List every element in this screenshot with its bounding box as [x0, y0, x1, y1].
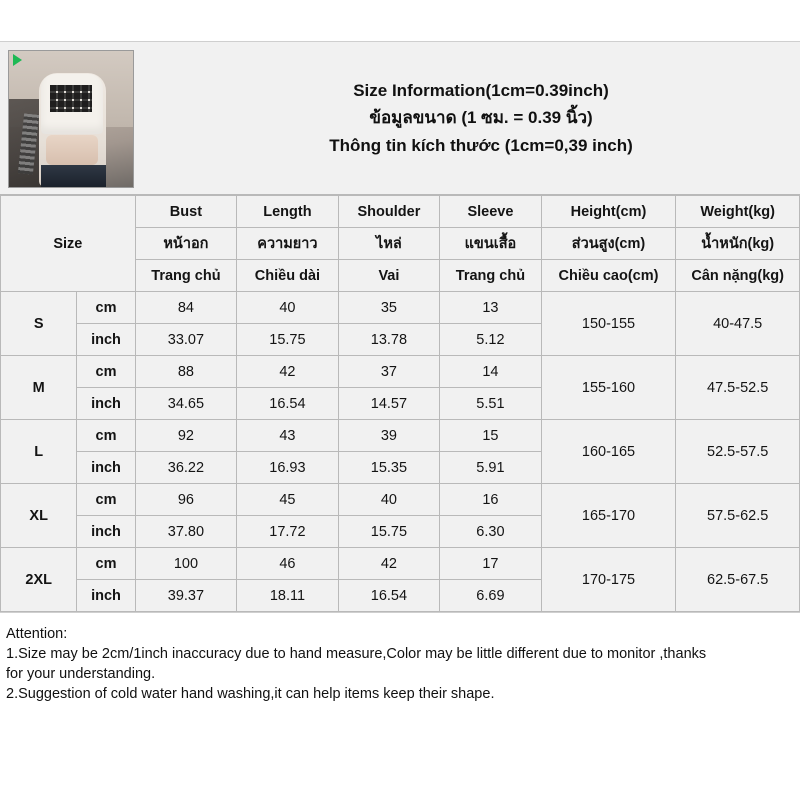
product-photo — [8, 50, 134, 188]
cell-weight: 57.5-62.5 — [676, 484, 800, 548]
table-header-row-en — [1, 196, 800, 228]
table-row — [1, 420, 800, 452]
col-header-weight-th: น้ำหนัก(kg) — [676, 228, 800, 260]
cell-shoulder-inch: 14.57 — [338, 388, 440, 420]
row-size-2xl: 2XL — [1, 548, 77, 612]
cell-height: 150-155 — [541, 292, 676, 356]
cell-sleeve-cm: 17 — [440, 548, 542, 580]
table-row — [1, 356, 800, 388]
cell-bust-inch: 39.37 — [135, 580, 237, 612]
play-icon — [13, 54, 22, 66]
table-row — [1, 548, 800, 580]
cell-length-inch: 16.54 — [237, 388, 339, 420]
row-size-l: L — [1, 420, 77, 484]
unit-cm: cm — [77, 548, 135, 580]
cell-length-cm: 42 — [237, 356, 339, 388]
cell-length-inch: 18.11 — [237, 580, 339, 612]
col-header-bust-vi: Trang chủ — [135, 260, 237, 292]
col-header-height-vi: Chiều cao(cm) — [541, 260, 676, 292]
cell-sleeve-inch: 5.51 — [440, 388, 542, 420]
cell-height: 170-175 — [541, 548, 676, 612]
unit-inch: inch — [77, 452, 135, 484]
cell-sleeve-cm: 14 — [440, 356, 542, 388]
title-vietnamese: Thông tin kích thước (1cm=0,39 inch) — [329, 135, 633, 155]
table-row — [1, 484, 800, 516]
cell-length-inch: 16.93 — [237, 452, 339, 484]
unit-inch: inch — [77, 324, 135, 356]
row-size-xl: XL — [1, 484, 77, 548]
title-english: Size Information(1cm=0.39inch) — [353, 81, 609, 101]
unit-cm: cm — [77, 292, 135, 324]
col-header-length-th: ความยาว — [237, 228, 339, 260]
cell-length-cm: 40 — [237, 292, 339, 324]
size-header-cell: Size — [1, 196, 136, 292]
cell-sleeve-inch: 5.12 — [440, 324, 542, 356]
cell-shoulder-inch: 15.35 — [338, 452, 440, 484]
cell-length-cm: 43 — [237, 420, 339, 452]
col-header-weight-vi: Cân nặng(kg) — [676, 260, 800, 292]
attention-heading: Attention: — [6, 626, 68, 642]
attention-line-1: 1.Size may be 2cm/1inch inaccuracy due to hand measure,Color may be little different due to monitor ,thanks — [6, 646, 707, 663]
cell-bust-inch: 36.22 — [135, 452, 237, 484]
cell-shoulder-cm: 40 — [338, 484, 440, 516]
col-header-sleeve-th: แขนเสื้อ — [440, 228, 542, 260]
col-header-sleeve-vi: Trang chủ — [440, 260, 542, 292]
col-header-shoulder-th: ไหล่ — [338, 228, 440, 260]
cell-shoulder-cm: 42 — [338, 548, 440, 580]
photo-pants — [41, 165, 105, 187]
size-chart — [0, 41, 800, 613]
cell-height: 160-165 — [541, 420, 676, 484]
col-header-sleeve-en: Sleeve — [440, 196, 542, 228]
cell-sleeve-inch: 6.30 — [440, 516, 542, 548]
cell-height: 165-170 — [541, 484, 676, 548]
col-header-weight-en: Weight(kg) — [676, 196, 800, 228]
cell-bust-cm: 100 — [135, 548, 237, 580]
cell-shoulder-inch: 15.75 — [338, 516, 440, 548]
row-size-s: S — [1, 292, 77, 356]
cell-length-inch: 15.75 — [237, 324, 339, 356]
cell-bust-inch: 34.65 — [135, 388, 237, 420]
cell-shoulder-cm: 35 — [338, 292, 440, 324]
cell-bust-cm: 88 — [135, 356, 237, 388]
row-size-m: M — [1, 356, 77, 420]
cell-sleeve-cm: 15 — [440, 420, 542, 452]
cell-weight: 52.5-57.5 — [676, 420, 800, 484]
cell-length-inch: 17.72 — [237, 516, 339, 548]
cell-bust-cm: 96 — [135, 484, 237, 516]
cell-length-cm: 45 — [237, 484, 339, 516]
chart-title-group — [132, 42, 800, 194]
cell-length-cm: 46 — [237, 548, 339, 580]
cell-weight: 47.5-52.5 — [676, 356, 800, 420]
cell-shoulder-inch: 13.78 — [338, 324, 440, 356]
col-header-bust-en: Bust — [135, 196, 237, 228]
unit-inch: inch — [77, 388, 135, 420]
cell-sleeve-cm: 13 — [440, 292, 542, 324]
unit-inch: inch — [77, 580, 135, 612]
unit-inch: inch — [77, 516, 135, 548]
col-header-height-th: ส่วนสูง(cm) — [541, 228, 676, 260]
col-header-bust-th: หน้าอก — [135, 228, 237, 260]
attention-line-1b: for your understanding. — [6, 666, 156, 683]
photo-shirt-print — [50, 85, 92, 112]
cell-sleeve-inch: 5.91 — [440, 452, 542, 484]
measurements-table — [0, 195, 800, 612]
col-header-height-en: Height(cm) — [541, 196, 676, 228]
col-header-length-en: Length — [237, 196, 339, 228]
cell-shoulder-cm: 39 — [338, 420, 440, 452]
cell-height: 155-160 — [541, 356, 676, 420]
unit-cm: cm — [77, 356, 135, 388]
cell-sleeve-cm: 16 — [440, 484, 542, 516]
table-row — [1, 292, 800, 324]
attention-section — [0, 621, 800, 706]
col-header-shoulder-vi: Vai — [338, 260, 440, 292]
cell-bust-cm: 84 — [135, 292, 237, 324]
cell-weight: 40-47.5 — [676, 292, 800, 356]
cell-sleeve-inch: 6.69 — [440, 580, 542, 612]
col-header-shoulder-en: Shoulder — [338, 196, 440, 228]
cell-shoulder-cm: 37 — [338, 356, 440, 388]
unit-cm: cm — [77, 484, 135, 516]
cell-bust-cm: 92 — [135, 420, 237, 452]
chart-header — [0, 42, 800, 195]
cell-shoulder-inch: 16.54 — [338, 580, 440, 612]
photo-midriff — [46, 135, 98, 165]
title-thai: ข้อมูลขนาด (1 ซม. = 0.39 นิ้ว) — [369, 108, 593, 128]
cell-weight: 62.5-67.5 — [676, 548, 800, 612]
cell-bust-inch: 33.07 — [135, 324, 237, 356]
unit-cm: cm — [77, 420, 135, 452]
col-header-length-vi: Chiều dài — [237, 260, 339, 292]
cell-bust-inch: 37.80 — [135, 516, 237, 548]
attention-line-2: 2.Suggestion of cold water hand washing,it can help items keep their shape. — [6, 686, 495, 703]
